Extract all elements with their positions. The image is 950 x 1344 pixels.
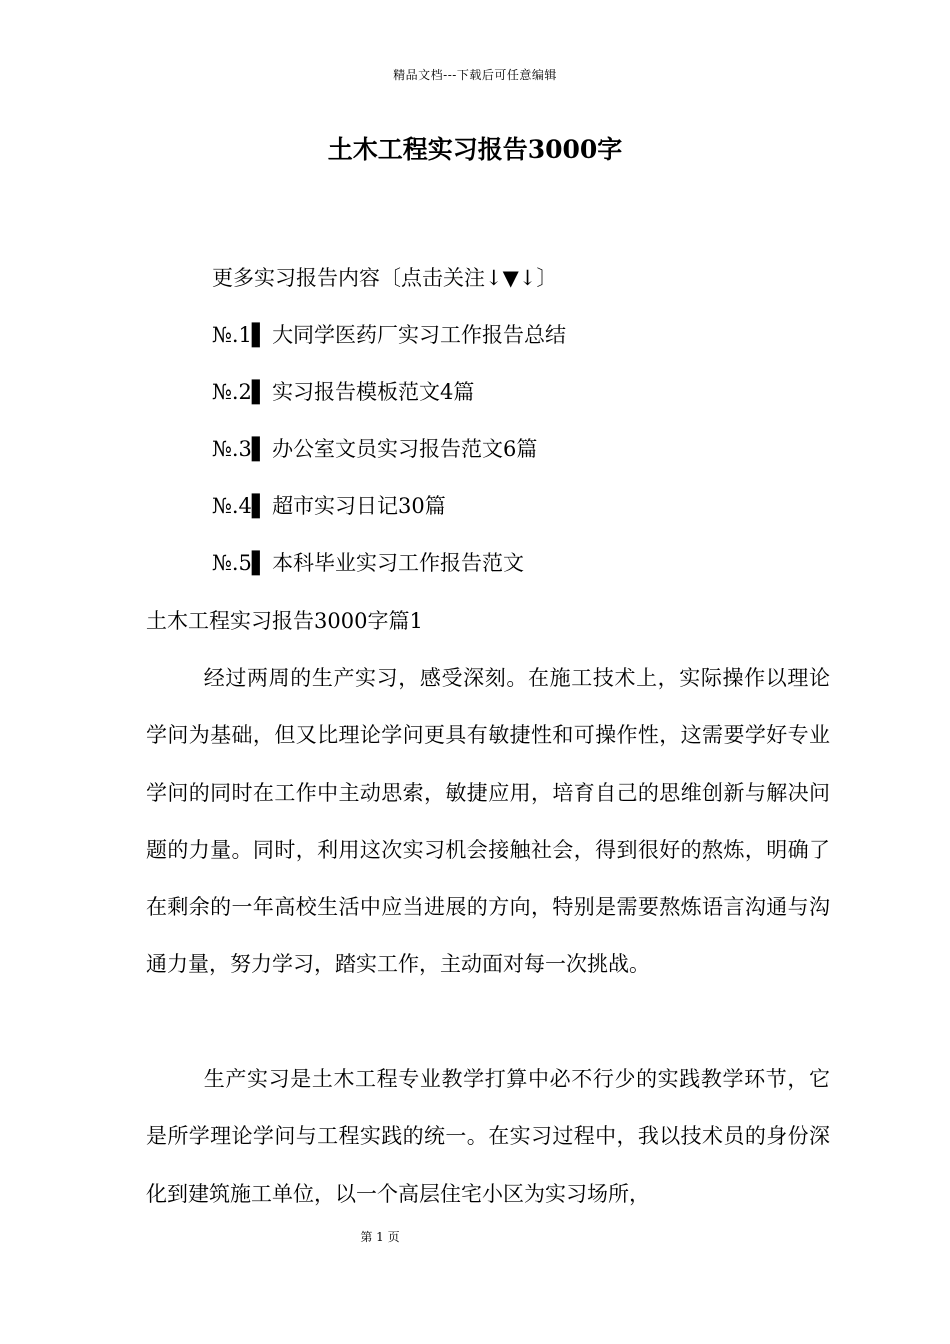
body-paragraph: 生产实习是土木工程专业教学打算中必不行少的实践教学环节，它是所学理论学问与工程实践的统一。在实习过程中，我以技术员的身份深化到建筑施工单位，以一个高层住宅小区为实习场所，	[146, 1067, 830, 1206]
related-report-label: 本科毕业实习工作报告范文	[272, 551, 525, 575]
related-report-link[interactable]	[212, 319, 852, 352]
related-reports-intro[interactable]: 更多实习报告内容〔点击关注↓▼↓〕	[212, 266, 558, 290]
related-report-link[interactable]	[212, 376, 852, 409]
page-number: 第 1 页	[360, 1230, 400, 1244]
page-header: 精品文档---下载后可任意编辑	[393, 68, 557, 82]
related-report-label: 大同学医药厂实习工作报告总结	[272, 323, 567, 347]
related-report-label: 超市实习日记30篇	[272, 494, 446, 518]
related-report-number: №.5▌	[212, 551, 269, 575]
related-reports-list	[212, 262, 852, 604]
body-paragraph: 经过两周的生产实习，感受深刻。在施工技术上，实际操作以理论学问为基础，但又比理论学问更具有敏捷性和可操作性，这需要学好专业学问的同时在工作中主动思索，敏捷应用，培育自己的思维创新与解决问题的力量。同时，利用这次实习机会接触社会，得到很好的熬炼，明确了在剩余的一年高校生活中应当进展的方向，特别是需要熬炼语言沟通与沟通力量，努力学习，踏实工作，主动面对每一次挑战。	[146, 666, 830, 977]
section-heading: 土木工程实习报告3000字篇1	[146, 609, 423, 633]
related-report-number: №.1▌	[212, 323, 269, 347]
related-report-number: №.2▌	[212, 380, 269, 404]
related-report-number: №.4▌	[212, 494, 269, 518]
document-title: 土木工程实习报告3000字	[327, 135, 623, 164]
related-report-label: 实习报告模板范文4篇	[272, 380, 475, 404]
related-report-label: 办公室文员实习报告范文6篇	[272, 437, 538, 461]
related-report-number: №.3▌	[212, 437, 269, 461]
related-report-link[interactable]	[212, 547, 852, 580]
related-report-link[interactable]	[212, 490, 852, 523]
related-report-link[interactable]	[212, 433, 852, 466]
